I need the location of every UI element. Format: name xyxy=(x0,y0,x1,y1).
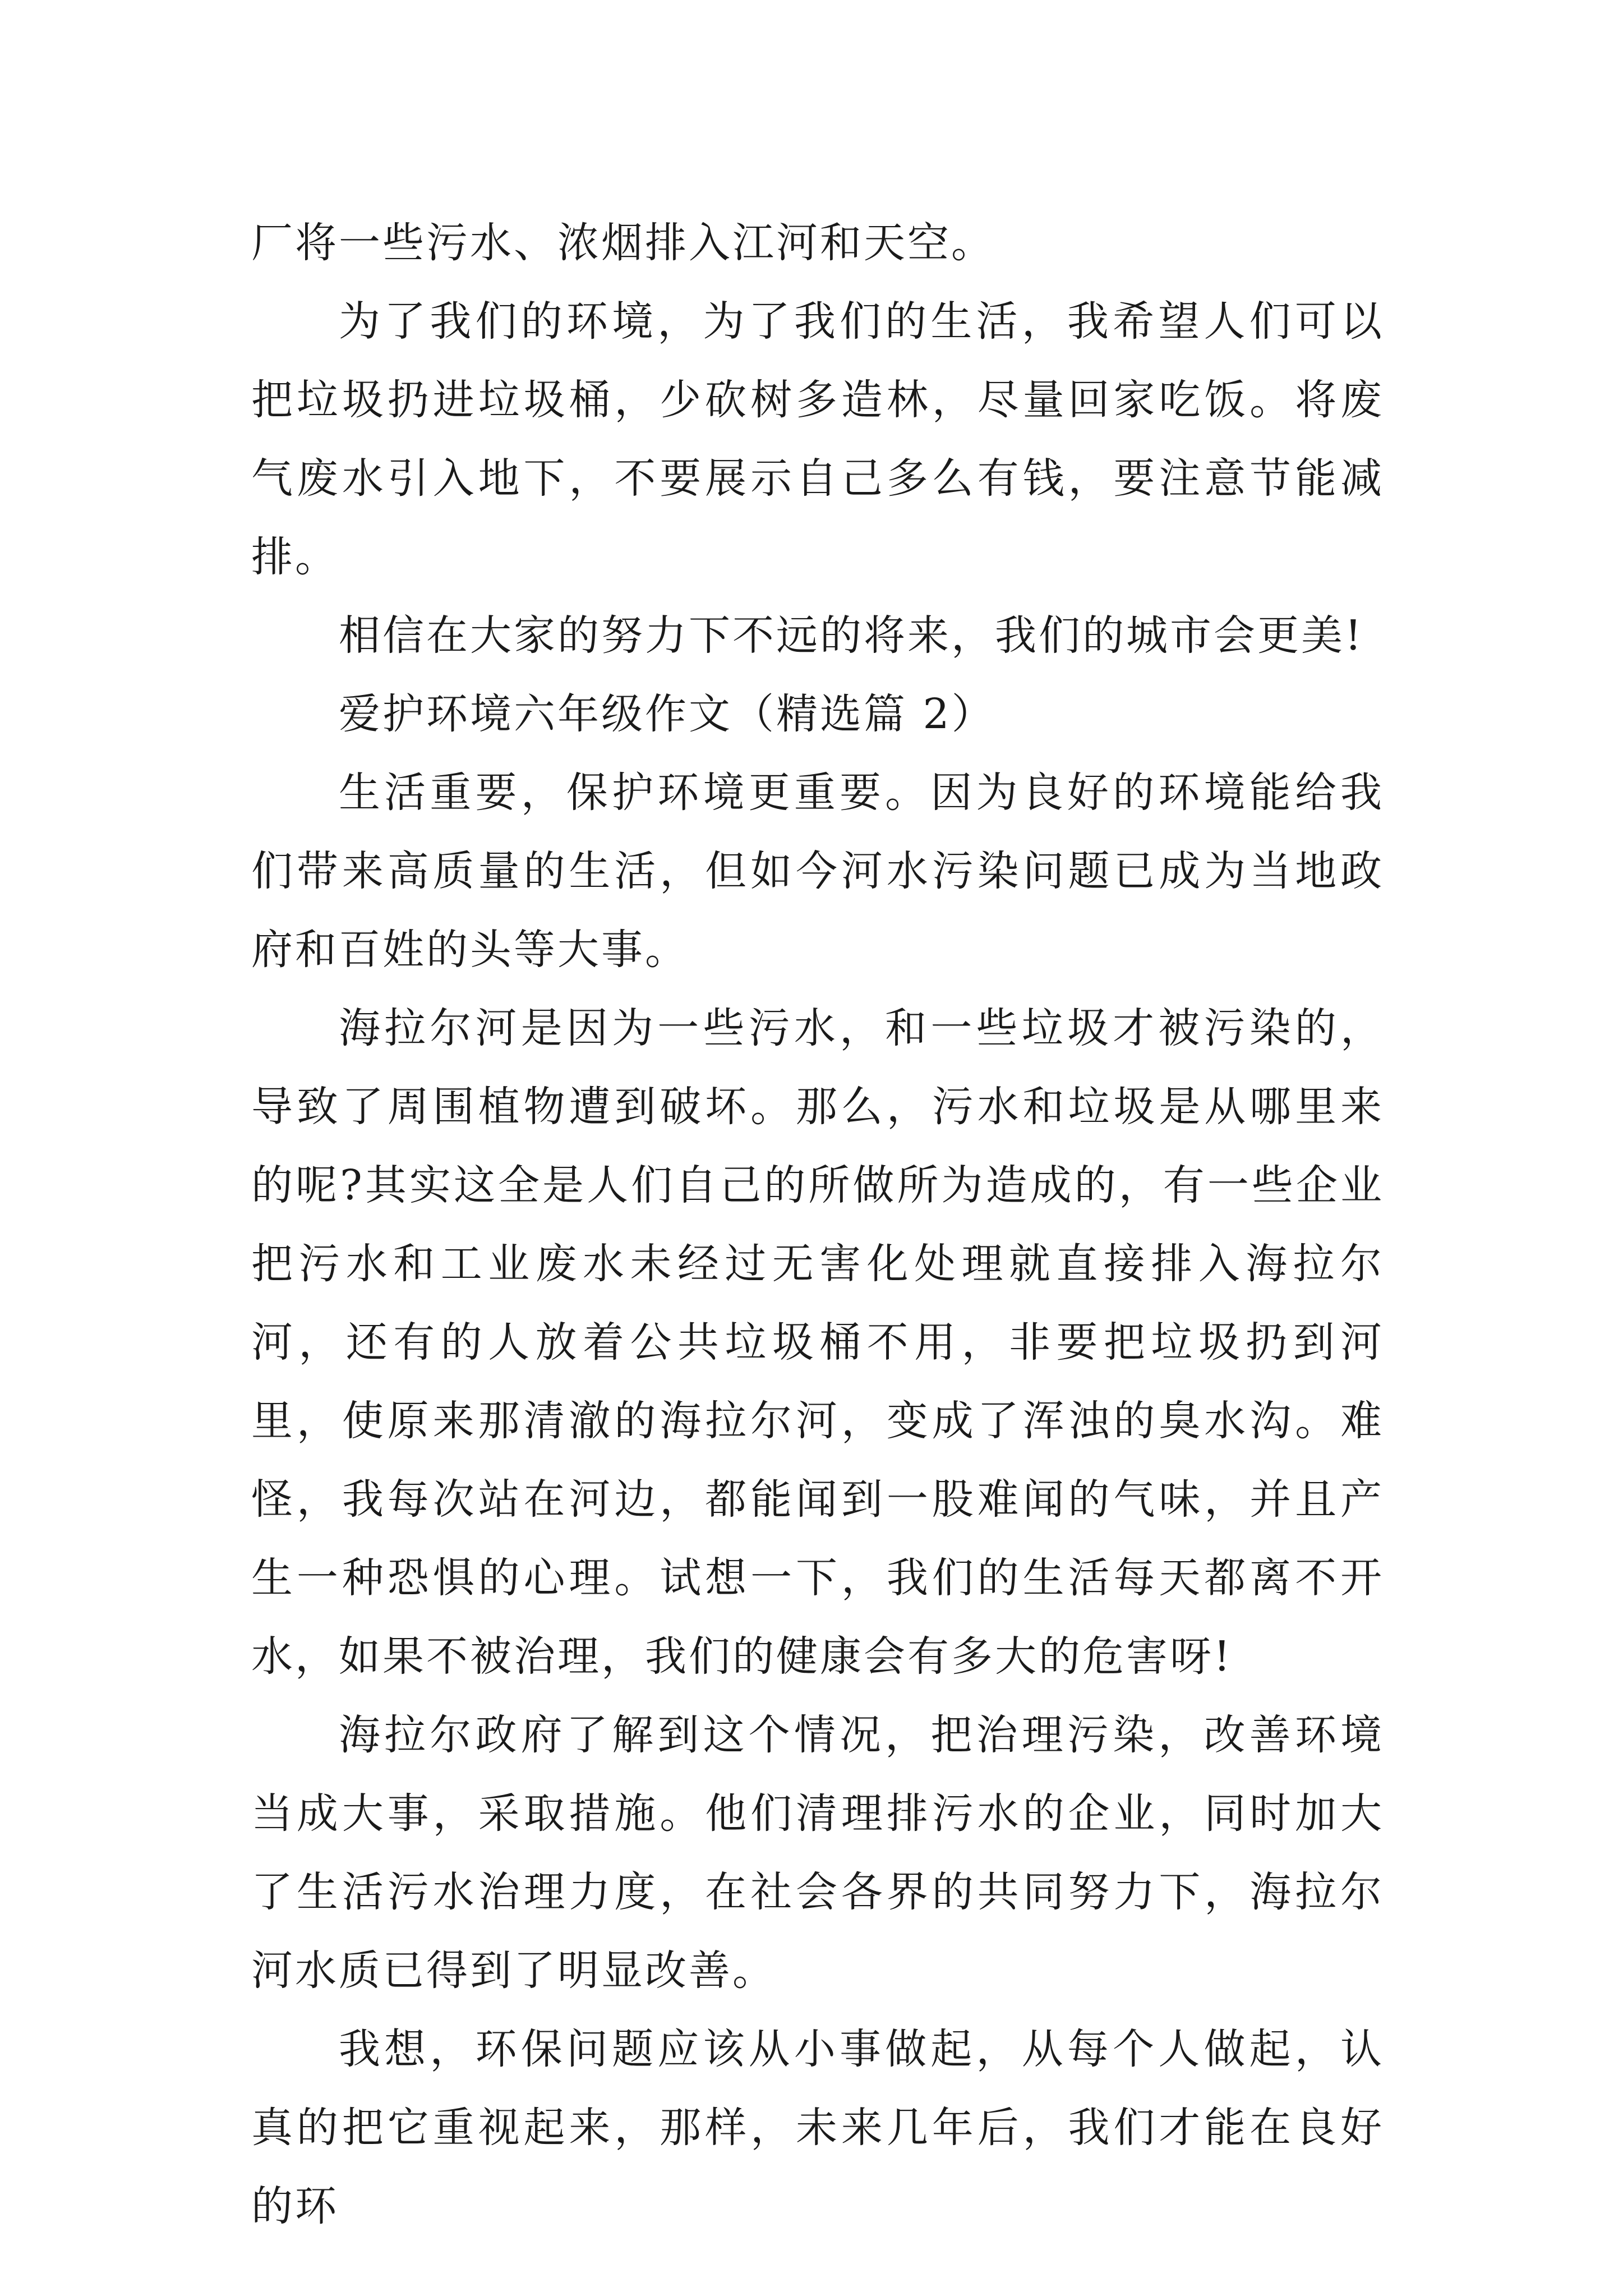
paragraph-city-future: 相信在大家的努力下不远的将来，我们的城市会更美! xyxy=(339,611,1364,660)
paragraph-intro: 生活重要，保护环境更重要。因为良好的环境能给我们带来高质量的生活，但如今河水污染问题已成为当地政府和百姓的头等大事。 xyxy=(251,769,1384,974)
essay-title: 爱护环境六年级作文（精选篇 2） xyxy=(339,690,995,738)
paragraph-government-action: 海拉尔政府了解到这个情况，把治理污染，改善环境当成大事，采取措施。他们清理排污水的企业，同时加大了生活污水治理力度，在社会各界的共同努力下，海拉尔河水质已得到了明显改善。 xyxy=(251,1711,1384,1995)
paragraph-conclusion: 我想，环保问题应该从小事做起，从每个人做起，认真的把它重视起来，那样，未来几年后，我们才能在良好的环 xyxy=(251,2025,1384,2230)
document-body xyxy=(251,204,1384,2246)
paragraph-continuation: 厂将一些污水、浓烟排入江河和天空。 xyxy=(251,219,995,267)
paragraph-environment-hope: 为了我们的环境，为了我们的生活，我希望人们可以把垃圾扔进垃圾桶，少砍树多造林，尽量回家吃饭。将废气废水引入地下，不要展示自己多么有钱，要注意节能减排。 xyxy=(251,297,1384,581)
paragraph-river-pollution: 海拉尔河是因为一些污水，和一些垃圾才被污染的，导致了周围植物遭到破坏。那么，污水和垃圾是从哪里来的呢?其实这全是人们自己的所做所为造成的，有一些企业把污水和工业废水未经过无害化处理就直接排入海拉尔河，还有的人放着公共垃圾桶不用，非要把垃圾扔到河里，使原来那清澈的海拉尔河，变成了浑浊的臭水沟。难怪，我每次站在河边，都能闻到一股难闻的气味，并且产生一种恐惧的心理。试想一下，我们的生活每天都离不开水，如果不被治理，我们的健康会有多大的危害呀! xyxy=(251,1004,1384,1681)
